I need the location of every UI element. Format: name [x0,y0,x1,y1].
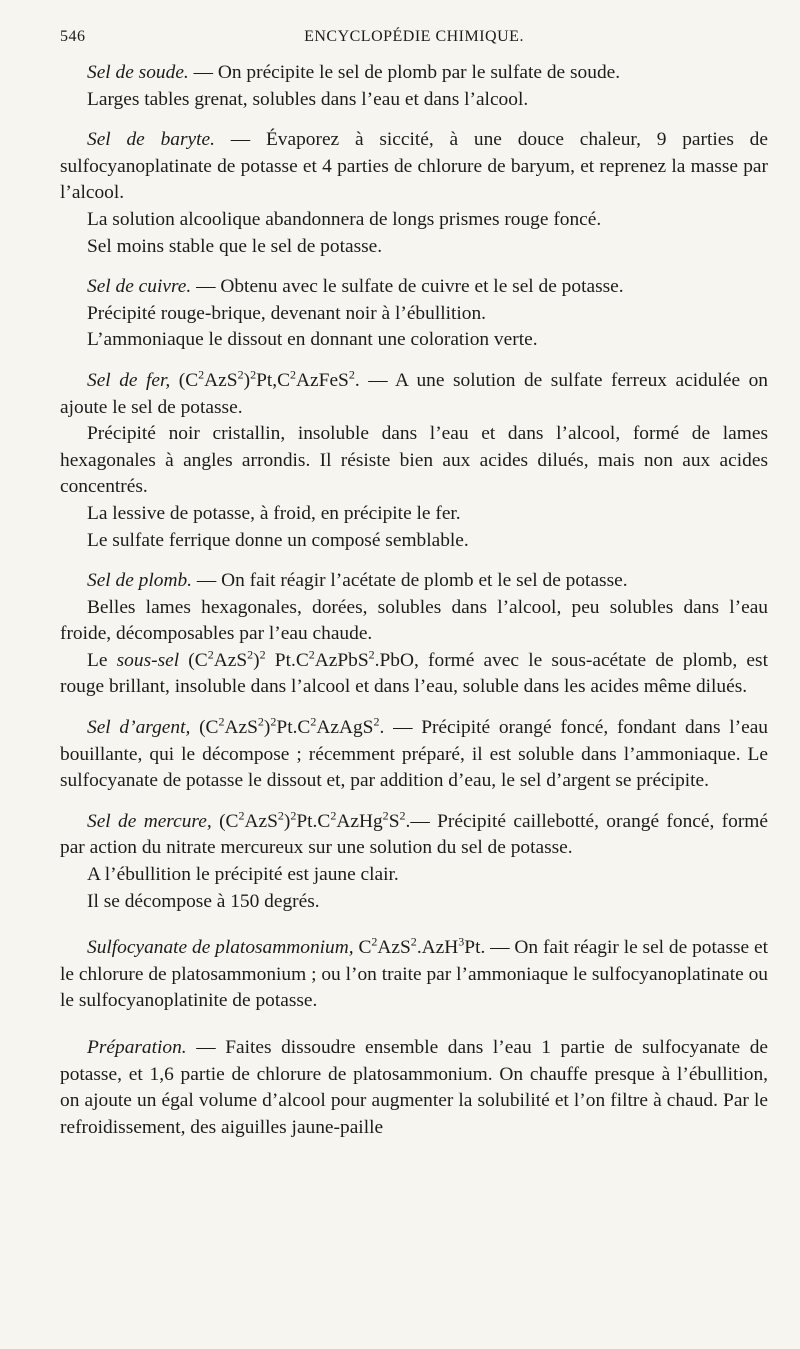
paragraph-lead: sous-sel [116,649,180,671]
paragraph: Précipité noir cristallin, insoluble dans l’eau et dans l’alcool, formé de lames hexagonales à angles arrondis. Il résiste bien aux acides dilués, mais non aux acides concentrés. [60,423,768,498]
paragraph-preparation [60,1035,768,1141]
paragraph-text: $(C^2AzS^2)^2$ $Pt.C^2AzPbS^2.PbO$, formé avec le sous-acétate de plomb, est rouge brillant, insoluble dans l’alcool et dans l’eau, soluble dans les acides même dilués. [60,647,768,698]
paragraph: La solution alcoolique abandonnera de longs prismes rouge foncé. [87,208,602,230]
paragraph-lead: Sel de soude. [87,62,189,83]
paragraph: La lessive de potasse, à froid, en précipite le fer. [87,502,461,524]
paragraph-text: — Évaporez à siccité, à une douce chaleur, 9 parties de sulfocyanoplatinate de potasse et 4 parties de chlorure de baryum, et reprenez la masse par l’alcool. [60,129,768,204]
page-header [60,28,768,54]
paragraph-sous-sel [60,648,768,701]
paragraph-sel-d-argent [60,715,768,795]
paragraph-sel-de-fer [60,368,768,421]
paragraph-lead: Sel de fer, [87,369,171,391]
paragraph-sel-de-mercure [60,809,768,862]
paragraph-text: $C^2AzS^2.AzH^3Pt$. — On fait réagir le sel de potasse et le chlorure de platosammonium ; ou l’on traite par l’ammoniaque le sulfocyanoplatinate ou le sulfocyanoplatinite de potasse. [60,934,768,1012]
paragraph-text: — On précipite le sel de plomb par le sulfate de soude. [188,62,621,83]
paragraph-lead: Sel de plomb. [87,570,193,592]
paragraph-text: $(C^2AzS^2)^2Pt.C^2AzHg^2S^2.—$ Précipité caillebotté, orangé foncé, formé par action du nitrate mercureux sur une solution du sel de potasse. [60,808,768,859]
paragraph: A l’ébullition le précipité est jaune clair. [87,864,399,886]
paragraph-platosammonium [60,935,768,1015]
paragraph-sel-de-baryte [60,127,768,207]
paragraph-lead: Sel de mercure, [87,810,212,832]
paragraph-pre: Le [87,649,117,671]
page-number: 546 [60,28,86,45]
paragraph: Il se décompose à 150 degrés. [87,890,320,912]
paragraph: Sel moins stable que le sel de potasse. [87,235,383,257]
paragraph-lead: Sel de baryte. [87,129,215,151]
paragraph-sel-de-soude [60,60,768,87]
paragraph-sel-de-plomb [60,568,768,595]
running-title: ENCYCLOPÉDIE CHIMIQUE. [304,28,524,45]
paragraph-lead: Sulfocyanate de platosammonium, [87,937,354,959]
paragraph-text: $(C^2AzS^2)^2Pt,C^2AzFeS^2$. — A une solution de sulfate ferreux acidulée on ajoute le sel de potasse. [60,367,768,418]
paragraph: Le sulfate ferrique donne un composé semblable. [87,529,469,551]
paragraph: L’ammoniaque le dissout en donnant une coloration verte. [87,329,538,351]
paragraph-lead: Sel d’argent, [87,717,191,739]
paragraph-lead: Préparation. [87,1037,187,1058]
body-text [60,60,768,1141]
paragraph: Belles lames hexagonales, dorées, solubles dans l’alcool, peu solubles dans l’eau froide, décomposables par l’eau chaude. [60,596,768,645]
paragraph-text: — On fait réagir l’acétate de plomb et le sel de potasse. [192,570,628,592]
paragraph: Précipité rouge-brique, devenant noir à l’ébullition. [87,302,486,324]
paragraph-lead: Sel de cuivre. [87,276,192,298]
paragraph-sel-de-cuivre [60,274,768,301]
paragraph-text: — Faites dissoudre ensemble dans l’eau 1 partie de sulfocyanate de potasse, et 1,6 partie de chlorure de platosammonium. On chauffe presque à l’ébullition, on ajoute un égal volume d’alcool pour augmenter la solubilité et l’on filtre à chaud. Par le refroidissement, des aiguilles jaune-paille [60,1037,768,1138]
paragraph-text: $(C^2AzS^2)^2Pt.C^2AzAgS^2$. — Précipité orangé foncé, fondant dans l’eau bouillante, qui le décompose ; récemment préparé, il est soluble dans l’ammoniaque. Le sulfocyanate de potasse le dissout et, par addition d’eau, le sel d’argent se précipite. [60,714,768,792]
paragraph-text: — Obtenu avec le sulfate de cuivre et le sel de potasse. [191,276,624,298]
paragraph: Larges tables grenat, solubles dans l’eau et dans l’alcool. [87,88,529,110]
